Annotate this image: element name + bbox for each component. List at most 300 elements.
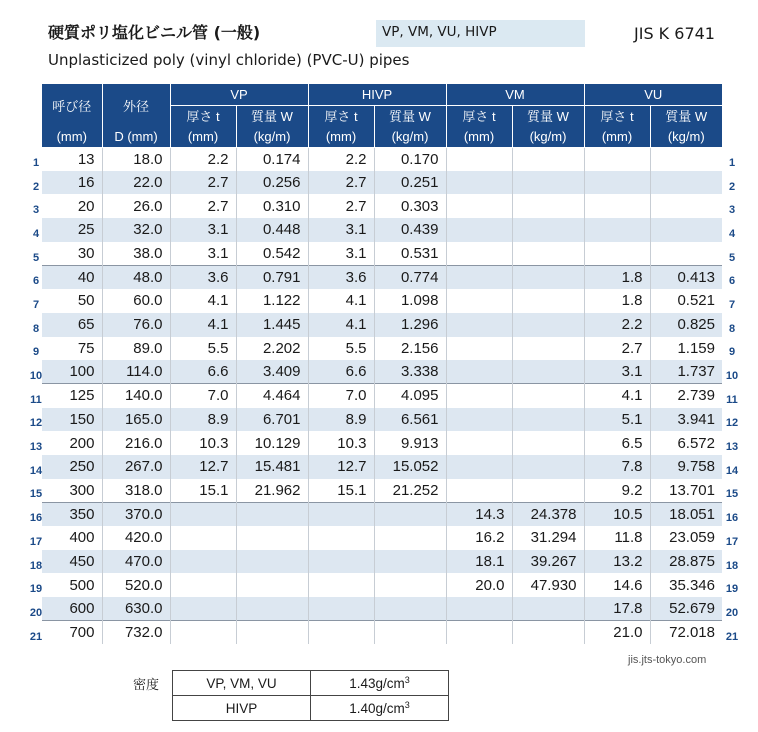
cell-vp-t: 6.6 [170,360,236,384]
page-subtitle: Unplasticized poly (vinyl chloride) (PVC-U) pipes [48,51,410,69]
cell-od: 114.0 [102,360,170,384]
row-number: 18 [29,559,43,572]
cell-vu-w: 3.941 [650,408,722,432]
row-number: 8 [32,322,40,335]
cell-hivp-t: 5.5 [308,337,374,361]
cell-hivp-t: 2.7 [308,171,374,195]
cell-hivp-t: 4.1 [308,289,374,313]
cell-vp-w: 2.202 [236,337,308,361]
cell-vp-t: 7.0 [170,384,236,408]
row-number: 4 [32,227,40,240]
cell-vu-w [650,194,722,218]
cell-nominal: 20 [42,194,102,218]
cell-od: 22.0 [102,171,170,195]
row-number: 2 [32,180,40,193]
cell-vu-w [650,242,722,266]
cell-hivp-t: 4.1 [308,313,374,337]
cell-vu-w [650,147,722,171]
cell-nominal: 125 [42,384,102,408]
row-number: 17 [29,535,43,548]
table-row [42,337,722,361]
cell-vm-w [512,455,584,479]
table-row [42,242,722,266]
cell-nominal: 350 [42,502,102,526]
cell-vu-w: 35.346 [669,576,715,594]
table-row [42,265,722,289]
cell-nominal: 30 [42,242,102,266]
cell-vp-w: 0.310 [236,194,308,218]
header-vm-mass-unit: (kg/m) [512,126,584,147]
cell-vu-t [584,194,650,218]
row-number: 14 [725,464,739,477]
cell-vp-t: 4.1 [170,313,236,337]
cell-vm-t [446,384,512,408]
cell-hivp-t: 10.3 [308,431,374,455]
cell-vm-t [446,313,512,337]
table-row [42,218,722,242]
cell-vm-w [512,384,584,408]
header-vm-thickness-unit: (mm) [446,126,512,147]
cell-nominal: 500 [42,573,102,597]
cell-hivp-t: 7.0 [308,384,374,408]
cell-hivp-t: 3.1 [308,242,374,266]
cell-od: 370.0 [102,502,170,526]
cell-vm-w [512,360,584,384]
cell-od: 32.0 [102,218,170,242]
table-row [42,360,722,384]
cell-hivp-t [308,526,374,550]
cell-vm-t [446,218,512,242]
cell-vu-t: 7.8 [584,455,650,479]
cell-vm-w [512,621,584,645]
cell-vu-w: 1.159 [677,339,715,357]
cell-vp-w: 0.448 [236,218,308,242]
cell-vu-t: 1.8 [584,289,650,313]
cell-vp-t [170,550,236,574]
cell-hivp-t [308,621,374,645]
cell-hivp-t: 2.7 [308,194,374,218]
cell-vu-w: 6.572 [677,434,715,452]
table-row [42,479,722,503]
cell-vp-t: 5.5 [170,337,236,361]
table-row [42,194,722,218]
cell-vm-t [446,337,512,361]
row-number: 17 [725,535,739,548]
density-table [172,670,449,721]
row-number: 5 [32,251,40,264]
cell-vm-t [446,265,512,289]
cell-od: 76.0 [102,313,170,337]
cell-od: 165.0 [102,408,170,432]
row-number: 9 [728,346,736,359]
cell-vp-t: 3.1 [170,242,236,266]
cell-nominal: 700 [42,621,102,645]
cell-hivp-t [308,502,374,526]
table-body [42,147,722,644]
cell-hivp-w: 3.338 [374,360,446,384]
cell-hivp-w: 2.156 [374,337,446,361]
cell-vu-w: 9.758 [650,455,722,479]
cell-vm-w [512,337,584,361]
row-number: 16 [725,512,739,525]
cell-hivp-w: 0.251 [374,171,446,195]
cell-vu-t: 6.5 [584,431,650,455]
cell-nominal: 75 [42,337,102,361]
row-number: 12 [29,417,43,430]
table-row [42,621,722,645]
cell-hivp-w: 0.439 [374,218,446,242]
density-label: 密度 [133,678,160,693]
row-number: 21 [29,630,43,643]
cell-vu-w: 1.737 [650,360,722,384]
cell-hivp-w: 0.170 [374,147,446,171]
pipe-types-box: VP, VM, VU, HIVP [376,20,585,47]
cell-hivp-t: 3.6 [308,265,374,289]
cell-hivp-w [374,550,446,574]
cell-nominal: 400 [42,526,102,550]
header-vp-mass: 質量 W [236,105,308,126]
cell-vm-t [446,147,512,171]
row-number: 15 [29,488,43,501]
header-group-hivp: HIVP [308,84,446,105]
table-row [42,431,722,455]
cell-vm-t: 18.1 [446,550,512,574]
cell-vm-w [512,313,584,337]
table-row [42,408,722,432]
row-number: 10 [29,370,43,383]
cell-vp-t: 10.3 [170,431,236,455]
cell-vm-w [512,242,584,266]
cell-hivp-w: 0.774 [374,265,446,289]
header-nominal-size: 呼び径 [42,84,102,126]
cell-vm-w [512,479,584,503]
cell-vm-w: 39.267 [512,550,584,574]
header-outer-diameter: 外径 [102,84,170,126]
cell-vp-t [170,597,236,621]
pipe-dimension-table [42,84,722,644]
cell-hivp-t [308,550,374,574]
cell-od: 732.0 [102,621,170,645]
header-vu-thickness-unit: (mm) [584,126,650,147]
cell-vu-w [650,171,722,195]
cell-od: 267.0 [102,455,170,479]
cell-vp-t [170,502,236,526]
cell-od: 470.0 [102,550,170,574]
cell-hivp-w [374,526,446,550]
cell-vu-t: 5.1 [584,408,650,432]
cell-vm-t [446,242,512,266]
cell-vm-w: 24.378 [512,502,584,526]
cell-nominal: 150 [42,408,102,432]
row-number: 11 [726,393,738,406]
row-number: 14 [29,464,43,477]
cell-vp-t: 3.1 [170,218,236,242]
cell-nominal: 40 [42,265,102,289]
cell-vp-w: 1.445 [236,313,308,337]
cell-vu-t: 14.6 [584,573,650,597]
header-vp-mass-unit: (kg/m) [236,126,308,147]
cell-vp-w: 0.256 [236,171,308,195]
cell-vm-w [512,265,584,289]
cell-hivp-w: 21.252 [374,479,446,503]
cell-vu-w: 0.521 [677,292,715,310]
cell-vu-w: 23.059 [669,529,715,547]
row-number: 20 [725,606,739,619]
cell-vm-t [446,455,512,479]
cell-hivp-w [374,502,446,526]
cell-hivp-w: 15.052 [374,455,446,479]
cell-vp-t: 2.2 [170,147,236,171]
cell-hivp-t: 6.6 [308,360,374,384]
cell-vm-w: 47.930 [512,573,584,597]
table-header [42,84,722,147]
cell-vu-w: 0.413 [650,265,722,289]
density-row [173,671,449,696]
cell-vu-t: 11.8 [584,526,650,550]
cell-hivp-t: 2.2 [308,147,374,171]
cell-nominal: 450 [42,550,102,574]
cell-vu-t: 10.5 [584,502,650,526]
cell-vp-t: 15.1 [170,479,236,503]
header-vp-thickness-unit: (mm) [170,126,236,147]
header-od-unit: D (mm) [102,126,170,147]
cell-vu-w: 0.825 [650,313,722,337]
cell-od: 630.0 [102,597,170,621]
row-number: 21 [725,630,739,643]
cell-nominal: 65 [42,313,102,337]
header-vm-thickness: 厚さ t [446,105,512,126]
cell-vu-t: 1.8 [584,265,650,289]
cell-hivp-w [374,573,446,597]
cell-od: 26.0 [102,194,170,218]
header-hivp-mass-unit: (kg/m) [374,126,446,147]
header-group-vm: VM [446,84,584,105]
cell-od: 520.0 [102,573,170,597]
row-number: 6 [728,275,736,288]
cell-vm-t [446,194,512,218]
cell-vu-w: 2.739 [650,384,722,408]
row-number: 7 [32,298,40,311]
header-vu-mass-unit: (kg/m) [650,126,722,147]
cell-vm-t: 14.3 [446,502,512,526]
header-group-vu: VU [584,84,722,105]
row-number: 20 [29,606,43,619]
cell-vu-t [584,147,650,171]
cell-vu-w: 13.701 [669,481,715,499]
cell-od: 60.0 [102,289,170,313]
density-value: $1.43g/cm^3$ [311,671,449,696]
row-number: 9 [32,346,40,359]
cell-vu-t: 17.8 [584,597,650,621]
cell-od: 18.0 [102,147,170,171]
row-number: 8 [728,322,736,335]
cell-vm-t [446,621,512,645]
row-number: 3 [728,204,736,217]
cell-vp-w: 4.464 [236,384,308,408]
cell-vp-t [170,573,236,597]
cell-vp-w: 0.174 [236,147,308,171]
row-number: 2 [728,180,736,193]
cell-vu-w [650,218,722,242]
table-row [42,289,722,313]
cell-hivp-t: 12.7 [308,455,374,479]
table-row [42,171,722,195]
cell-hivp-w [374,621,446,645]
cell-vu-t [584,171,650,195]
table-row [42,550,722,574]
cell-vp-w: 21.962 [236,479,308,503]
cell-vm-w [512,194,584,218]
cell-vm-w [512,147,584,171]
density-row [173,696,449,721]
cell-od: 38.0 [102,242,170,266]
cell-nominal: 25 [42,218,102,242]
row-number: 12 [725,417,739,430]
cell-vm-w [512,218,584,242]
table-row [42,313,722,337]
cell-vp-w: 3.409 [236,360,308,384]
row-number: 15 [725,488,739,501]
cell-hivp-t [308,597,374,621]
row-number: 6 [32,275,40,288]
cell-vu-w: 72.018 [650,621,722,645]
header-vu-mass: 質量 W [650,105,722,126]
row-number: 19 [725,583,739,596]
cell-vp-w: 0.542 [236,242,308,266]
page-title: 硬質ポリ塩化ビニル管 (一般) [48,23,261,42]
table-row [42,384,722,408]
table-row [42,455,722,479]
cell-hivp-t: 15.1 [308,479,374,503]
cell-vu-t: 2.2 [584,313,650,337]
cell-nominal: 600 [42,597,102,621]
cell-od: 48.0 [102,265,170,289]
row-number: 13 [725,441,739,454]
cell-od: 216.0 [102,431,170,455]
standard-code: JIS K 6741 [634,24,715,43]
cell-vm-w [512,171,584,195]
cell-vu-t: 13.2 [584,550,650,574]
cell-vm-t [446,408,512,432]
header-group-vp: VP [170,84,308,105]
cell-vm-t [446,289,512,313]
header-hivp-mass: 質量 W [374,105,446,126]
row-number: 16 [29,512,43,525]
cell-vu-t: 4.1 [584,384,650,408]
cell-vp-w [236,573,308,597]
table-row [42,526,722,550]
cell-vm-w: 31.294 [512,526,584,550]
row-number: 1 [32,156,40,169]
cell-vm-t [446,431,512,455]
row-number: 18 [725,559,739,572]
cell-hivp-w: 9.913 [374,431,446,455]
cell-vp-t [170,526,236,550]
cell-nominal: 13 [42,147,102,171]
cell-vp-t: 3.6 [170,265,236,289]
cell-hivp-w: 6.561 [374,408,446,432]
cell-nominal: 250 [42,455,102,479]
cell-od: 420.0 [102,526,170,550]
row-number: 10 [725,370,739,383]
cell-vu-w: 52.679 [650,597,722,621]
cell-vu-t: 9.2 [584,479,650,503]
row-number: 1 [728,156,736,169]
cell-vp-w: 15.481 [236,455,308,479]
row-number: 11 [30,393,42,406]
density-value: $1.40g/cm^3$ [311,696,449,721]
website-url: jis.jts-tokyo.com [628,654,707,666]
density-type: VP, VM, VU [173,671,311,696]
table-row [42,573,722,597]
table-row [42,147,722,171]
header-hivp-thickness: 厚さ t [308,105,374,126]
row-number: 4 [728,227,736,240]
cell-vp-t: 8.9 [170,408,236,432]
cell-hivp-w: 4.095 [374,384,446,408]
cell-hivp-t: 8.9 [308,408,374,432]
cell-vp-w [236,597,308,621]
cell-hivp-w: 1.296 [374,313,446,337]
cell-vp-t [170,621,236,645]
cell-vm-t [446,479,512,503]
cell-vm-w [512,408,584,432]
cell-hivp-t: 3.1 [308,218,374,242]
cell-hivp-t [308,573,374,597]
table-row [42,502,722,526]
cell-vp-w [236,550,308,574]
cell-vp-w [236,621,308,645]
cell-hivp-w [374,597,446,621]
cell-nominal: 16 [42,171,102,195]
cell-nominal: 300 [42,479,102,503]
cell-vu-t: 3.1 [584,360,650,384]
cell-nominal: 100 [42,360,102,384]
header-hivp-thickness-unit: (mm) [308,126,374,147]
cell-od: 140.0 [102,384,170,408]
cell-od: 89.0 [102,337,170,361]
cell-vm-t [446,171,512,195]
header-vm-mass: 質量 W [512,105,584,126]
cell-vp-w: 1.122 [236,289,308,313]
cell-hivp-w: 1.098 [374,289,446,313]
table-row [42,597,722,621]
row-number: 5 [728,251,736,264]
cell-vm-t: 20.0 [446,573,512,597]
cell-od: 318.0 [102,479,170,503]
cell-vp-w [236,526,308,550]
cell-vu-t: 2.7 [584,337,650,361]
cell-vu-w: 18.051 [650,502,722,526]
density-type: HIVP [173,696,311,721]
cell-vp-t: 12.7 [170,455,236,479]
header-nominal-unit: (mm) [42,126,102,147]
cell-vm-t [446,360,512,384]
row-number: 3 [32,204,40,217]
cell-hivp-w: 0.531 [374,242,446,266]
cell-vp-w [236,502,308,526]
row-number: 7 [728,298,736,311]
cell-vm-w [512,431,584,455]
cell-vu-t: 21.0 [584,621,650,645]
cell-vp-w: 10.129 [236,431,308,455]
cell-hivp-w: 0.303 [374,194,446,218]
cell-vp-w: 6.701 [236,408,308,432]
header-vu-thickness: 厚さ t [584,105,650,126]
cell-nominal: 200 [42,431,102,455]
cell-vp-t: 2.7 [170,171,236,195]
cell-vu-t [584,242,650,266]
